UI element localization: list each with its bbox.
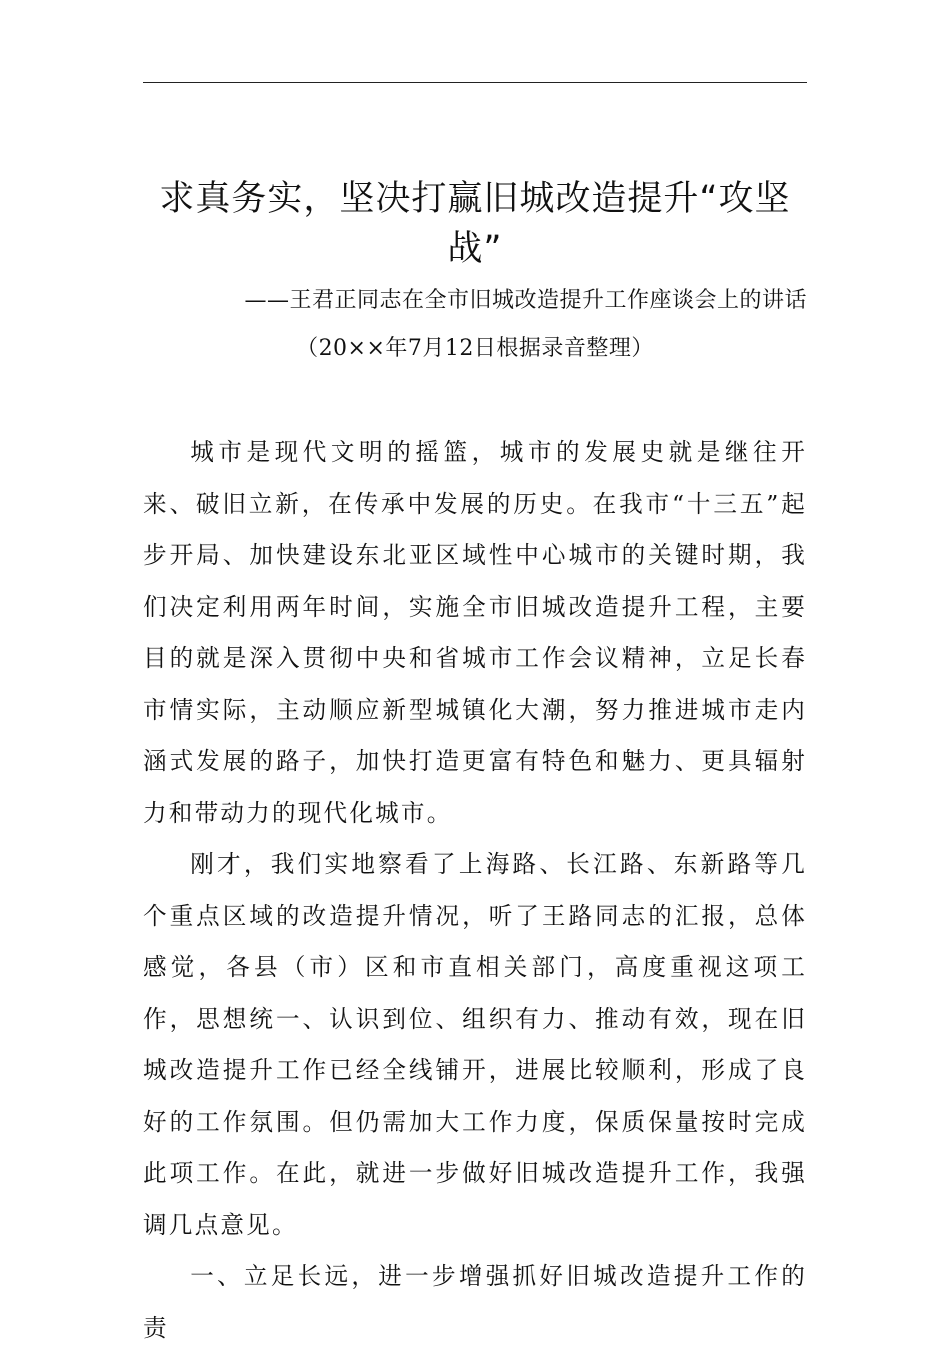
header-rule — [143, 82, 807, 83]
paragraph: 城市是现代文明的摇篮，城市的发展史就是继往开来、破旧立新，在传承中发展的历史。在我市“十三五”起步开局、加快建设东北亚区域性中心城市的关键时期，我们决定利用两年时间，实施全市旧城改造提升工程，主要目的就是深入贯彻中央和省城市工作会议精神，立足长春市情实际，主动顺应新型城镇化大潮，努力推进城市走内涵式发展的路子，加快打造更富有特色和魅力、更具辐射力和带动力的现代化城市。 — [143, 438, 807, 827]
paragraph: 一、立足长远，进一步增强抓好旧城改造提升工作的责 — [143, 1262, 807, 1342]
document-subtitle: ——王君正同志在全市旧城改造提升工作座谈会上的讲话 — [244, 288, 807, 313]
document-body — [143, 427, 807, 1354]
date-note: （20××年7月12日根据录音整理） — [296, 336, 654, 361]
paragraph: 刚才，我们实地察看了上海路、长江路、东新路等几个重点区域的改造提升情况，听了王路同志的汇报，总体感觉，各县（市）区和市直相关部门，高度重视这项工作，思想统一、认识到位、组织有力、推动有效，现在旧城改造提升工作已经全线铺开，进展比较顺利，形成了良好的工作氛围。但仍需加大工作力度，保质保量按时完成此项工作。在此，就进一步做好旧城改造提升工作，我强调几点意见。 — [143, 850, 807, 1239]
document-title: 求真务实，坚决打赢旧城改造提升“攻坚战” — [159, 179, 791, 269]
